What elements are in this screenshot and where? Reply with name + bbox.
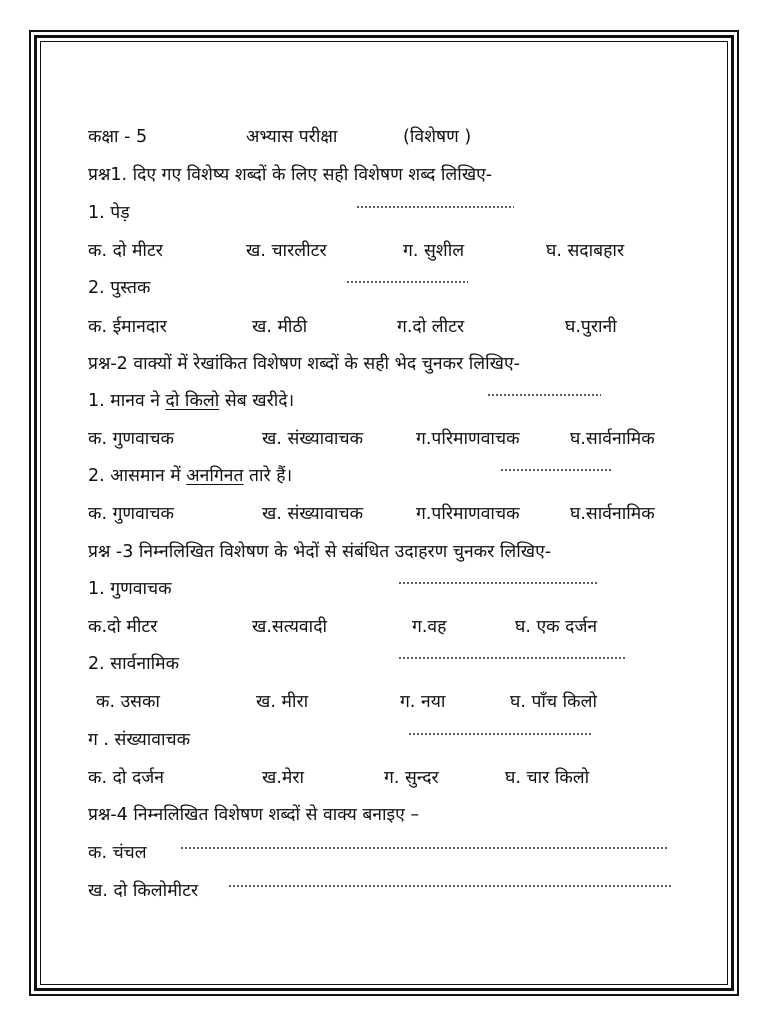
q4-item-1: क. चंचल: [0, 838, 768, 868]
q1-item-1: 1. पेड़: [0, 198, 768, 228]
topic-label: (विशेषण ): [403, 127, 472, 147]
answer-line[interactable]: [228, 883, 672, 889]
q3-item-3: ग . संख्यावाचक: [0, 725, 768, 755]
q4-item-2: ख. दो किलोमीटर: [0, 876, 768, 906]
answer-line[interactable]: [356, 204, 514, 210]
worksheet-header: [0, 122, 768, 152]
answer-line[interactable]: [398, 655, 626, 661]
q2-item-2: 2. आसमान में अनगिनत तारे हैं।: [0, 461, 768, 491]
answer-line[interactable]: [408, 731, 591, 737]
answer-line[interactable]: [346, 279, 468, 285]
question-3-title: प्रश्न -3 निम्नलिखित विशेषण के भेदों से संबंधित उदाहरण चुनकर लिखिए-: [88, 542, 552, 562]
q3-item-3-options: क. दो दर्जन ख.मेरा ग. सुन्दर घ. चार किलो: [88, 768, 590, 788]
question-1-title: प्रश्न1. दिए गए विशेष्य शब्दों के लिए सही विशेषण शब्द लिखिए-: [88, 165, 493, 185]
q1-item-1-options: क. दो मीटर ख. चारलीटर ग. सुशील घ. सदाबहार: [88, 241, 625, 261]
exam-title: अभ्यास परीक्षा: [246, 127, 338, 147]
underlined-adjective: अनगिनत: [186, 466, 244, 486]
question-4-title: प्रश्न-4 निम्नलिखित विशेषण शब्दों से वाक्य बनाइए –: [88, 805, 420, 825]
answer-line[interactable]: [500, 467, 611, 473]
underlined-adjective: दो किलो: [165, 391, 220, 411]
answer-line[interactable]: [180, 845, 668, 851]
q3-item-1: 1. गुणवाचक: [0, 574, 768, 604]
q2-item-2-options: क. गुणवाचक ख. संख्यावाचक ग.परिमाणवाचक घ.सार्वनामिक: [88, 504, 655, 524]
class-label: कक्षा - 5: [88, 127, 148, 147]
q3-item-2: 2. सार्वनामिक: [0, 649, 768, 679]
q2-item-1: 1. मानव ने दो किलो सेब खरीदे।: [0, 386, 768, 416]
q1-item-2: 2. पुस्तक: [0, 273, 768, 303]
question-2-title: प्रश्न-2 वाक्यों में रेखांकित विशेषण शब्दों के सही भेद चुनकर लिखिए-: [88, 354, 520, 374]
q3-item-1-options: क.दो मीटर ख.सत्यवादी ग.वह घ. एक दर्जन: [88, 617, 598, 637]
q1-item-2-options: क. ईमानदार ख. मीठी ग.दो लीटर घ.पुरानी: [88, 317, 617, 337]
q3-item-2-options: क. उसका ख. मीरा ग. नया घ. पाँच किलो: [96, 692, 597, 712]
answer-line[interactable]: [398, 580, 598, 586]
answer-line[interactable]: [487, 392, 601, 398]
q2-item-1-options: क. गुणवाचक ख. संख्यावाचक ग.परिमाणवाचक घ.सार्वनामिक: [88, 429, 655, 449]
